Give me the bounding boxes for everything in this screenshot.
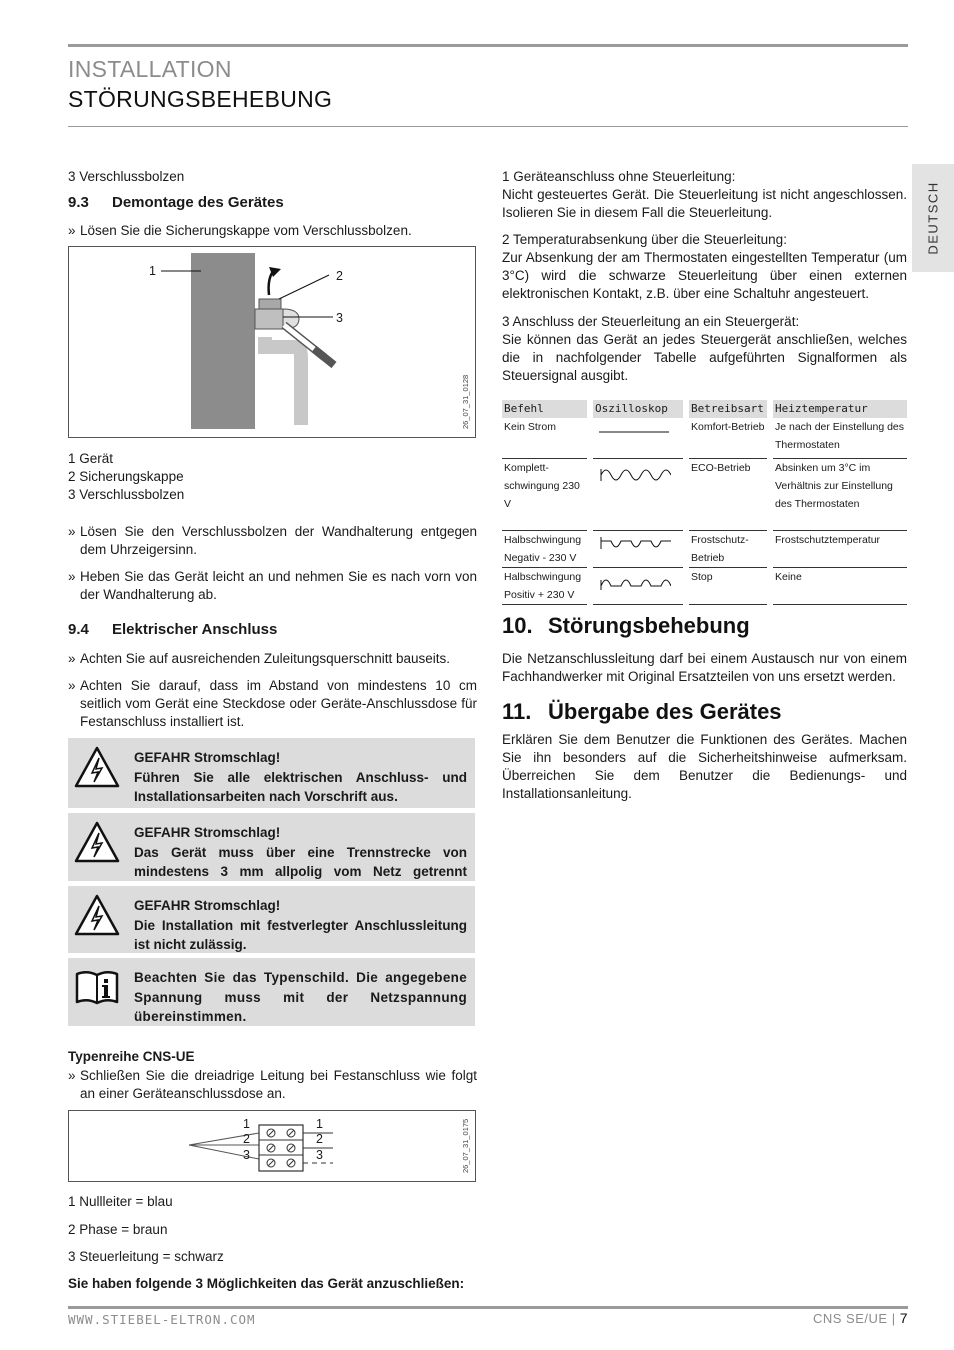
- warning-3-title: GEFAHR Stromschlag!: [134, 898, 281, 913]
- option-1: [502, 168, 907, 222]
- cell-heiztemperatur: Frostschutztemperatur: [770, 531, 907, 568]
- footer-url: WWW.STIEBEL-ELTRON.COM: [68, 1312, 256, 1327]
- waveform-full: [595, 459, 671, 493]
- signal-table: [502, 400, 907, 605]
- note-box: [68, 958, 475, 1026]
- cell-befehl: Halbschwingung Positiv + 230 V: [502, 568, 590, 605]
- step-remove-cap: » Lösen Sie die Sicherungskappe vom Verschlussbolzen.: [68, 223, 412, 238]
- fig2-code: 26_07_31_0175: [461, 1118, 470, 1173]
- section-10-text: Die Netzanschlussleitung darf bei einem Austausch nur von einem Fachhandwerker mit Original Ersatzteilen von uns ersetzt werden.: [502, 651, 907, 684]
- section-11-text: Erklären Sie dem Benutzer die Funktionen des Gerätes. Machen Sie ihn besonders auf die Sicherheitshinweise aufmerksam. Überreichen Sie dem Benutzer die Bedienungs- und Installationsanleitung.: [502, 732, 907, 801]
- cell-heiztemperatur: Je nach der Einstellung des Thermostaten: [770, 418, 907, 459]
- fig1-label-2: 2: [336, 269, 343, 283]
- section-10-heading: 10. Störungsbehebung: [502, 613, 750, 638]
- figure-demontage-drawing: [69, 247, 475, 437]
- typenreihe-heading: Typenreihe CNS-UE: [68, 1049, 195, 1064]
- fig1-label-3: 3: [336, 311, 343, 325]
- warning-2-text: Das Gerät muss über eine Trennstrecke von mindestens 3 mm allpolig vom Netz getrennt: [134, 844, 467, 879]
- connection-options-intro: Sie haben folgende 3 Möglichkeiten das Gerät anzuschließen:: [68, 1276, 465, 1291]
- cell-befehl: Komplett-schwingung 230 V: [502, 459, 590, 531]
- cell-betriebsart: ECO-Betrieb: [686, 459, 770, 531]
- fig1-label-1: 1: [149, 264, 156, 278]
- cell-betriebsart: Stop: [686, 568, 770, 605]
- section-9-3-heading: 9.3 Demontage des Gerätes: [68, 194, 284, 211]
- fig1-legend-2: 2 Sicherungskappe: [68, 469, 184, 484]
- table-row: [502, 568, 907, 605]
- option-2-text: Zur Absenkung der am Thermostaten eingestellten Temperatur (um 3°C) wird die schwarze Steuerleitung über einen externen elektronischen Kontakt, z.B. über eine Schaltuhr angesteuert.: [502, 250, 907, 301]
- footer-doc: [813, 1310, 908, 1326]
- step-connect-cable: » Schließen Sie die dreiadrige Leitung bei Festanschluss wie folgt an einer Geräteanschlussdose an.: [68, 1068, 477, 1101]
- warning-box-3: [68, 886, 475, 953]
- warning-3-text: Die Installation mit festverlegter Anschlussleitung ist nicht zulässig.: [134, 917, 467, 952]
- col-befehl: Befehl: [502, 400, 590, 418]
- electric-hazard-icon: [74, 746, 120, 788]
- table-row: [502, 418, 907, 459]
- table-row: [502, 459, 907, 531]
- cell-betriebsart: Komfort-Betrieb: [686, 418, 770, 459]
- top-rule: [68, 44, 908, 47]
- cell-befehl: Halbschwingung Negativ - 230 V: [502, 531, 590, 568]
- warning-2-title: GEFAHR Stromschlag!: [134, 825, 281, 840]
- footer-separator: |: [891, 1311, 896, 1326]
- step-socket-distance: » Achten Sie darauf, dass im Abstand von mindestens 10 cm seitlich vom Gerät eine Steckdose oder Geräte-Anschlussdose für Festanschluss installiert ist.: [68, 678, 477, 729]
- col-oszilloskop: Oszilloskop: [590, 400, 686, 418]
- option-2-head: 2 Temperaturabsenkung über die Steuerleitung:: [502, 232, 787, 247]
- electric-hazard-icon: [74, 821, 120, 863]
- warning-box-2: [68, 813, 475, 881]
- warning-box-1: [68, 738, 475, 808]
- fig1-code: 26_07_31_0128: [461, 374, 470, 429]
- terminal-right-1: 1: [316, 1117, 323, 1131]
- language-tab: DEUTSCH: [912, 164, 954, 272]
- option-1-head: 1 Geräteanschluss ohne Steuerleitung:: [502, 169, 736, 184]
- section-9-4-heading: 9.4 Elektrischer Anschluss: [68, 621, 278, 638]
- terminal-left-2: 2: [243, 1132, 250, 1146]
- wire-control: 3 Steuerleitung = schwarz: [68, 1249, 224, 1264]
- fig1-legend-3: 3 Verschlussbolzen: [68, 487, 185, 502]
- info-book-icon: [74, 966, 120, 1008]
- cell-befehl: Kein Strom: [502, 418, 590, 459]
- warning-1-text: Führen Sie alle elektrischen Anschluss- und Installationsarbeiten nach Vorschrift aus.: [134, 769, 467, 804]
- terminal-right-2: 2: [316, 1132, 323, 1146]
- cell-heiztemperatur: Absinken um 3°C im Verhältnis zur Einstellung des Thermostaten: [770, 459, 907, 531]
- wire-neutral: 1 Nullleiter = blau: [68, 1194, 173, 1209]
- footer-rule: [68, 1306, 908, 1309]
- page-title: STÖRUNGSBEHEBUNG: [68, 86, 333, 112]
- step-lift-device: » Heben Sie das Gerät leicht an und nehmen Sie es nach vorn von der Wandhalterung ab.: [68, 569, 477, 602]
- step-unscrew-bolt: » Lösen Sie den Verschlussbolzen der Wandhalterung entgegen dem Uhrzeigersinn.: [68, 524, 477, 557]
- warning-1-title: GEFAHR Stromschlag!: [134, 750, 281, 765]
- waveform-negative: [595, 531, 671, 561]
- footer-doc-name: CNS SE/UE: [812, 1311, 888, 1326]
- option-1-text: Nicht gesteuertes Gerät. Die Steuerleitung ist nicht angeschlossen. Isolieren Sie in diesem Fall die Steuerleitung.: [502, 187, 907, 220]
- cell-heiztemperatur: Keine: [770, 568, 907, 605]
- terminal-left-3: 3: [243, 1148, 250, 1162]
- header-rule: [68, 126, 908, 127]
- table-row: [502, 531, 907, 568]
- section-label: INSTALLATION: [68, 56, 232, 82]
- cell-waveform: [590, 418, 686, 459]
- cell-waveform: [590, 459, 686, 531]
- note-text: Beachten Sie das Typenschild. Die angegebene Spannung muss mit der Netzspannung übereinstimmen.: [134, 970, 467, 1024]
- cell-waveform: [590, 568, 686, 605]
- step-cable-section: » Achten Sie auf ausreichenden Zuleitungsquerschnitt bauseits.: [68, 651, 450, 666]
- page-number: 7: [899, 1310, 908, 1326]
- electric-hazard-icon: [74, 894, 120, 936]
- terminal-right-3: 3: [316, 1148, 323, 1162]
- cell-betriebsart: Frostschutz-Betrieb: [686, 531, 770, 568]
- wire-phase: 2 Phase = braun: [68, 1222, 168, 1237]
- section-11-heading: 11. Übergabe des Gerätes: [502, 699, 782, 724]
- col-heiztemperatur: Heiztemperatur: [770, 400, 907, 418]
- figure-terminal-block: [68, 1110, 476, 1182]
- waveform-flat: [595, 418, 671, 452]
- top-item: 3 Verschlussbolzen: [68, 169, 185, 184]
- signal-table-header: [502, 400, 907, 418]
- terminal-block-drawing: [69, 1111, 475, 1181]
- fig1-legend-1: 1 Gerät: [68, 451, 114, 466]
- option-3-text: Sie können das Gerät an jedes Steuergerät anschließen, welches die in nachfolgender Tabelle aufgeführten Signalformen als Steuersignal ausgibt.: [502, 332, 907, 383]
- col-betriebsart: Betreibsart: [686, 400, 770, 418]
- cell-waveform: [590, 531, 686, 568]
- option-2: [502, 231, 907, 303]
- terminal-left-1: 1: [243, 1117, 250, 1131]
- waveform-positive: [595, 568, 671, 598]
- option-3-head: 3 Anschluss der Steuerleitung an ein Steuergerät:: [502, 314, 800, 329]
- option-3: [502, 313, 907, 385]
- figure-demontage: [68, 246, 476, 438]
